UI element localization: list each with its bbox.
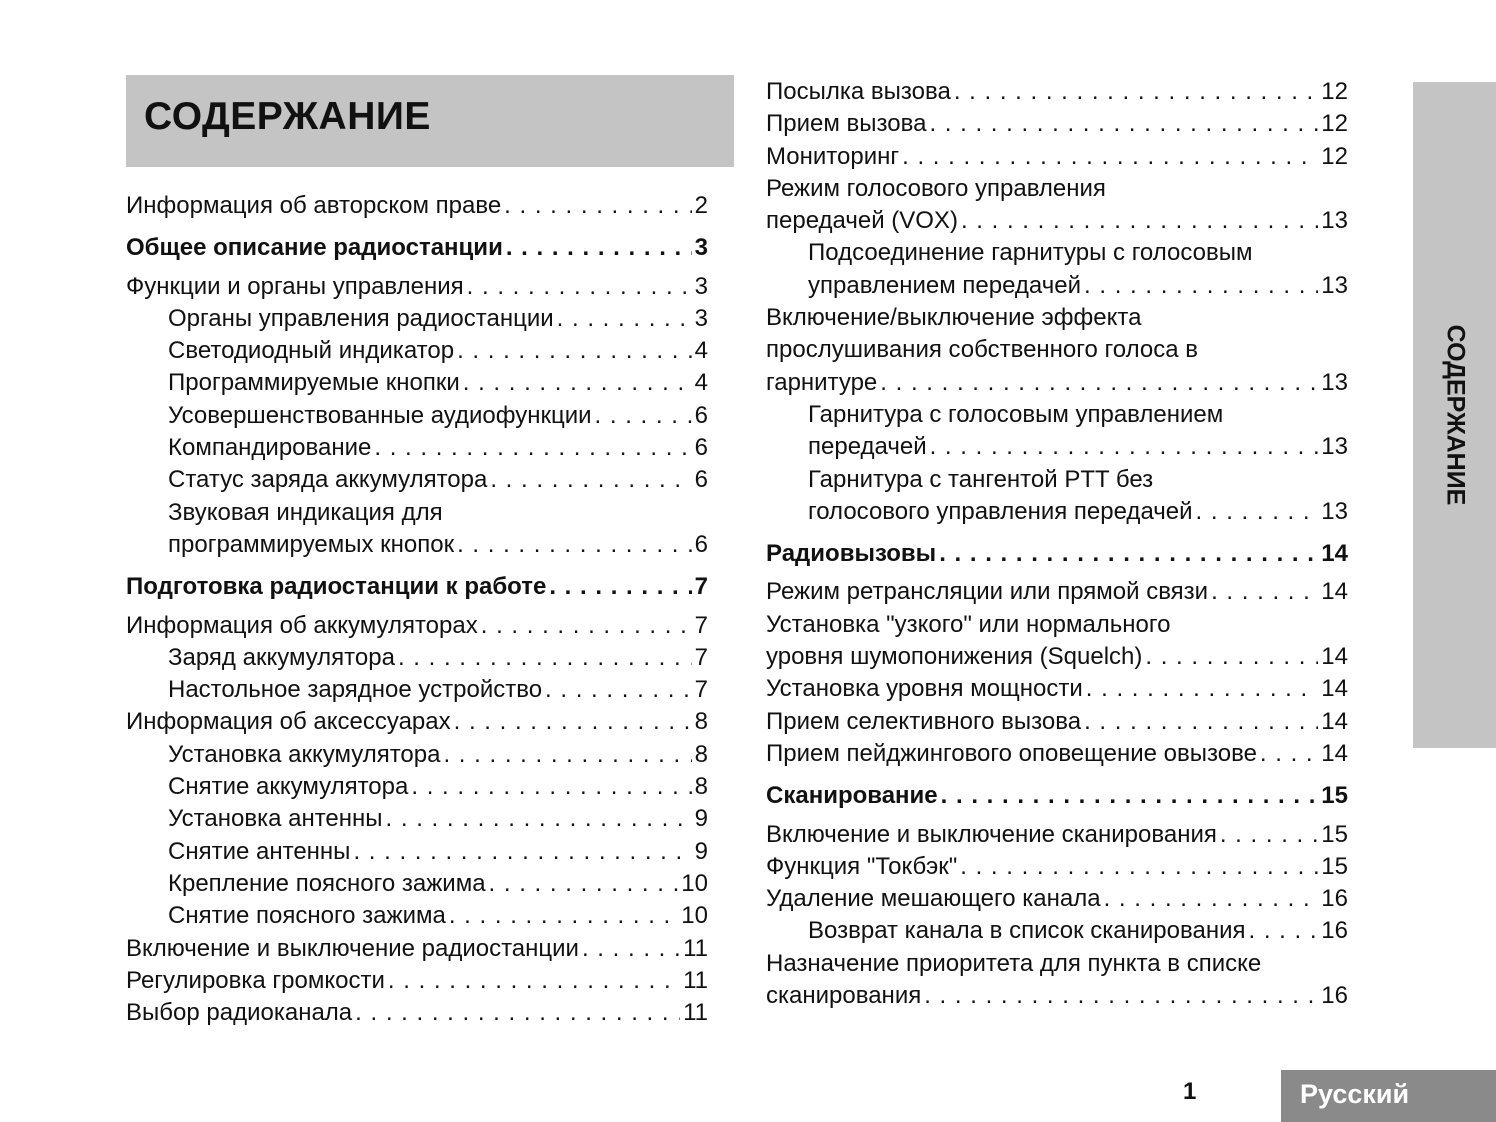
toc-page-number: 8 [694, 740, 708, 768]
toc-entry-label: Снятие антенны [168, 837, 351, 865]
toc-page-number: 12 [1321, 142, 1348, 170]
toc-entry-label: Подготовка радиостанции к работе [126, 573, 547, 601]
side-tab-label: СОДЕРЖАНИЕ [1441, 324, 1469, 506]
dot-leader [595, 400, 692, 432]
toc-page-number: 6 [694, 530, 708, 558]
toc-entry[interactable] [126, 771, 708, 803]
toc-entry-label: Включение/выключение эффекта [766, 304, 1142, 332]
toc-page-number: 4 [694, 369, 708, 397]
page-title: СОДЕРЖАНИЕ [144, 95, 431, 138]
toc-entry-label: Снятие аккумулятора [168, 773, 409, 801]
toc-entry-label: Радиовызовы [766, 540, 937, 568]
toc-section-heading[interactable] [766, 538, 1348, 570]
toc-entry-label: Режим голосового управления [766, 174, 1106, 202]
toc-entry[interactable] [766, 819, 1348, 851]
toc-entry[interactable] [126, 335, 708, 367]
toc-page-number: 9 [694, 805, 708, 833]
toc-entry[interactable] [126, 836, 708, 868]
toc-entry-line[interactable] [126, 497, 708, 529]
toc-page-number: 13 [1321, 271, 1348, 299]
toc-page-number: 10 [681, 869, 708, 897]
toc-entry[interactable] [126, 432, 708, 464]
toc-entry-label: Функции и органы управления [126, 272, 464, 300]
toc-entry-label: Регулировка громкости [126, 966, 385, 994]
toc-page-number: 3 [694, 272, 708, 300]
toc-entry-label: Установка антенны [168, 805, 383, 833]
toc-entry-label: Сканирование [766, 782, 938, 810]
dot-leader [443, 739, 691, 771]
toc-page-number: 6 [694, 434, 708, 462]
toc-entry-label: Информация об аксессуарах [126, 708, 451, 736]
toc-entry-label: Включение и выключение радиостанции [126, 934, 579, 962]
toc-entry[interactable] [126, 674, 708, 706]
toc-page-number: 14 [1321, 578, 1348, 606]
dot-leader [1086, 673, 1319, 705]
toc-entry-label: прослушивания собственного голоса в [766, 336, 1198, 364]
toc-entry-label: голосового управления передачей [808, 497, 1193, 525]
toc-entry-label: Назначение приоритета для пункта в списке [766, 949, 1262, 977]
toc-page-number: 14 [1321, 675, 1348, 703]
toc-page-number: 11 [683, 999, 708, 1027]
toc-entry[interactable] [126, 933, 708, 965]
toc-entry[interactable] [766, 641, 1348, 673]
toc-entry[interactable] [126, 803, 708, 835]
toc-section-heading[interactable] [766, 780, 1348, 812]
toc-page-number: 13 [1321, 207, 1348, 235]
toc-entry-label: Крепление поясного зажима [168, 869, 486, 897]
toc-entry-label: Режим ретрансляции или прямой связи [766, 578, 1209, 606]
dot-leader [1220, 819, 1318, 851]
dot-leader [929, 108, 1318, 140]
dot-leader [1196, 496, 1319, 528]
dot-leader [454, 706, 692, 738]
toc-entry-label: Функция "Токбэк" [766, 852, 958, 880]
page-number: 1 [1183, 1078, 1197, 1105]
toc-page-number: 16 [1321, 917, 1348, 945]
toc-entry[interactable] [766, 270, 1348, 302]
dot-leader [388, 965, 680, 997]
dot-leader [924, 980, 1318, 1012]
toc-right-column [766, 76, 1348, 1012]
dot-leader [1104, 883, 1319, 915]
toc-entry[interactable] [766, 706, 1348, 738]
toc-page-number: 11 [683, 934, 708, 962]
toc-entry[interactable] [126, 610, 708, 642]
toc-entry-label: Настольное зарядное устройство [168, 676, 543, 704]
toc-page-number: 8 [694, 708, 708, 736]
toc-entry[interactable] [766, 76, 1348, 108]
toc-entry-label: Возврат канала в список сканирования [808, 917, 1246, 945]
toc-page-number: 6 [694, 466, 708, 494]
toc-entry-label: Светодиодный индикатор [168, 337, 455, 365]
toc-entry-label: уровня шумопонижения (Squelch) [766, 643, 1143, 671]
toc-entry[interactable] [126, 997, 708, 1029]
toc-entry-label: Снятие поясного зажима [168, 902, 446, 930]
toc-list-left [126, 190, 708, 1029]
toc-entry-label: Компандирование [168, 434, 372, 462]
toc-entry-label: Установка уровня мощности [766, 675, 1083, 703]
toc-entry[interactable] [126, 965, 708, 997]
toc-page-number: 15 [1321, 820, 1348, 848]
toc-page-number: 13 [1321, 368, 1348, 396]
dot-leader [449, 900, 678, 932]
toc-entry-label: Подсоединение гарнитуры с голосовым [808, 239, 1253, 267]
toc-page-number: 2 [694, 192, 708, 219]
toc-entry[interactable] [766, 883, 1348, 915]
toc-entry[interactable] [126, 271, 708, 303]
toc-entry-label: гарнитуре [766, 368, 878, 396]
toc-entry-label: Гарнитура с голосовым управлением [808, 400, 1224, 428]
dot-leader [557, 303, 692, 335]
dot-leader [1211, 576, 1318, 608]
dot-leader [506, 232, 692, 264]
toc-entry-label: Прием вызова [766, 110, 927, 138]
section-side-tab[interactable] [1413, 82, 1496, 748]
toc-entry-label: Статус заряда аккумулятора [168, 466, 488, 494]
toc-page-number: 13 [1321, 497, 1348, 525]
toc-entry[interactable] [766, 738, 1348, 770]
dot-leader [355, 997, 680, 1029]
dot-leader [954, 76, 1318, 108]
dot-leader [374, 432, 691, 464]
toc-entry-label: Программируемые кнопки [168, 369, 460, 397]
toc-page-number: 9 [694, 837, 708, 865]
dot-leader [457, 529, 692, 561]
toc-entry-line[interactable] [766, 948, 1348, 980]
toc-entry[interactable] [766, 673, 1348, 705]
toc-page-number: 14 [1321, 739, 1348, 767]
toc-entry-label: Прием селективного вызова [766, 707, 1082, 735]
dot-leader [880, 367, 1318, 399]
dot-leader [467, 271, 692, 303]
dot-leader [411, 771, 691, 803]
dot-leader [941, 780, 1319, 812]
toc-entry[interactable] [126, 400, 708, 432]
toc-entry-label: Органы управления радиостанции [168, 304, 554, 332]
toc-page-number: 7 [694, 643, 708, 671]
dot-leader [353, 836, 691, 868]
toc-entry-label: Установка аккумулятора [168, 740, 441, 768]
dot-leader [490, 464, 691, 496]
toc-entry[interactable] [126, 529, 708, 561]
dot-leader [504, 190, 691, 222]
toc-page-number: 14 [1321, 643, 1348, 671]
dot-leader [1145, 641, 1318, 673]
dot-leader [582, 933, 680, 965]
toc-page-number: 16 [1321, 885, 1348, 913]
toc-entry-label: Выбор радиоканала [126, 999, 353, 1027]
toc-entry[interactable] [766, 205, 1348, 237]
toc-entry[interactable] [766, 915, 1348, 947]
toc-page-number: 7 [694, 573, 708, 601]
toc-page-number: 3 [694, 234, 708, 262]
dot-leader [545, 674, 692, 706]
toc-left-column [126, 190, 708, 1029]
toc-entry[interactable] [766, 108, 1348, 140]
toc-entry-line[interactable] [766, 464, 1348, 496]
toc-entry[interactable] [126, 190, 708, 222]
toc-page-number: 15 [1321, 782, 1348, 810]
toc-entry-label: Звуковая индикация для [168, 498, 443, 526]
toc-entry-label: Общее описание радиостанции [126, 234, 503, 262]
toc-entry[interactable] [766, 980, 1348, 1012]
toc-page-number: 12 [1321, 110, 1348, 138]
toc-entry-line[interactable] [766, 399, 1348, 431]
toc-entry-label: управлением передачей [808, 271, 1082, 299]
dot-leader [1260, 738, 1318, 770]
dot-leader [960, 851, 1318, 883]
toc-page-number: 3 [694, 304, 708, 332]
toc-page-number: 12 [1321, 78, 1348, 105]
dot-leader [1248, 915, 1318, 947]
toc-entry-label: Посылка вызова [766, 78, 951, 105]
toc-page-number: 11 [683, 966, 708, 994]
toc-entry[interactable] [126, 303, 708, 335]
toc-entry[interactable] [766, 431, 1348, 463]
toc-page-number: 15 [1321, 852, 1348, 880]
toc-entry[interactable] [126, 642, 708, 674]
toc-entry-label: Информация об аккумуляторах [126, 611, 478, 639]
toc-entry-label: Включение и выключение сканирования [766, 820, 1217, 848]
toc-section-heading[interactable] [126, 571, 708, 603]
title-banner [126, 75, 734, 167]
toc-entry[interactable] [766, 851, 1348, 883]
language-label: Русский [1300, 1079, 1410, 1109]
dot-leader [1084, 270, 1318, 302]
dot-leader [398, 642, 692, 674]
toc-page-number: 8 [694, 773, 708, 801]
toc-entry-label: программируемых кнопок [168, 530, 455, 558]
dot-leader [930, 431, 1319, 463]
toc-page-number: 14 [1321, 707, 1348, 735]
toc-entry-line[interactable] [766, 302, 1348, 334]
dot-leader [481, 610, 692, 642]
toc-entry[interactable] [126, 464, 708, 496]
toc-entry[interactable] [126, 706, 708, 738]
toc-page-number: 13 [1321, 433, 1348, 461]
toc-entry-label: Гарнитура с тангентой PTT без [808, 465, 1154, 493]
dot-leader [939, 538, 1318, 570]
toc-list-right [766, 76, 1348, 1012]
dot-leader [457, 335, 692, 367]
toc-page-number: 6 [694, 401, 708, 429]
toc-entry[interactable] [126, 900, 708, 932]
toc-entry[interactable] [766, 367, 1348, 399]
toc-entry-line[interactable] [766, 237, 1348, 269]
toc-entry-label: Мониторинг [766, 142, 900, 170]
toc-entry-label: Информация об авторском праве [126, 192, 502, 219]
toc-entry[interactable] [126, 739, 708, 771]
toc-entry[interactable] [766, 141, 1348, 173]
toc-page-number: 10 [681, 902, 708, 930]
toc-entry[interactable] [766, 496, 1348, 528]
dot-leader [489, 868, 679, 900]
dot-leader [1084, 706, 1318, 738]
dot-leader [549, 571, 691, 603]
toc-entry-label: Удаление мешающего канала [766, 885, 1101, 913]
toc-section-heading[interactable] [126, 232, 708, 264]
dot-leader [463, 367, 692, 399]
toc-entry-line[interactable] [766, 334, 1348, 366]
toc-page-number: 14 [1321, 540, 1348, 568]
toc-entry-label: передачей (VOX) [766, 207, 958, 235]
toc-entry-label: сканирования [766, 982, 922, 1010]
toc-entry-label: Усовершенствованные аудиофункции [168, 401, 592, 429]
toc-entry[interactable] [126, 367, 708, 399]
toc-entry-line[interactable] [766, 609, 1348, 641]
toc-entry-label: Установка "узкого" или нормального [766, 610, 1171, 638]
toc-entry-label: Заряд аккумулятора [168, 643, 395, 671]
toc-entry-label: Прием пейджингового оповещение овызове [766, 739, 1257, 767]
toc-entry[interactable] [126, 868, 708, 900]
toc-page-number: 7 [694, 611, 708, 639]
language-tab[interactable] [1281, 1070, 1496, 1122]
toc-page-number: 16 [1321, 982, 1348, 1010]
dot-leader [961, 205, 1318, 237]
toc-page-number: 4 [694, 337, 708, 365]
toc-entry-line[interactable] [766, 173, 1348, 205]
dot-leader [902, 141, 1318, 173]
dot-leader [386, 803, 692, 835]
toc-page-number: 7 [694, 676, 708, 704]
toc-entry[interactable] [766, 576, 1348, 608]
toc-entry-label: передачей [808, 433, 927, 461]
